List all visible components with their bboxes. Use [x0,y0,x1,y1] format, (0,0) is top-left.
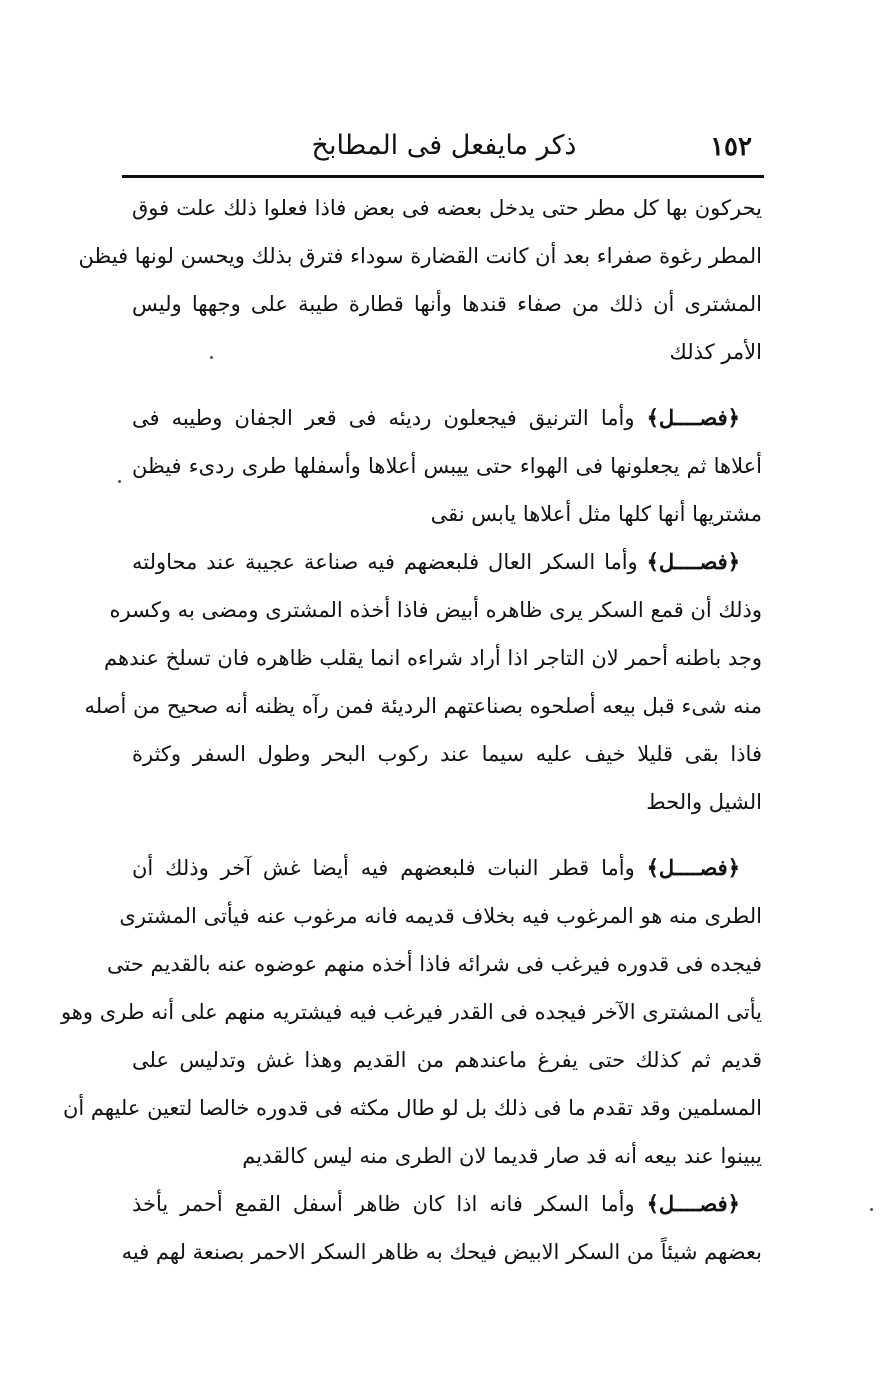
text-line: فاذا بقى قليلا خيف عليه سيما عند ركوب البحر وطول السفر وكثرة [132,742,762,766]
text-line: يحركون بها كل مطر حتى يدخل بعضه فى بعض فاذا فعلوا ذلك علت فوق [132,196,762,220]
text-span: وأما السكر العال فلبعضهم فيه صناعة عجيبة عند محاولته [132,550,638,574]
section-heading: ﴿فصــــل﴾ [646,405,740,430]
section-heading: ﴿فصــــل﴾ [646,855,740,880]
running-title: ذكر مايفعل فى المطابخ [311,130,577,161]
section-heading: ﴿فصــــل﴾ [646,549,740,574]
text-line: الأمر كذلك [669,340,762,364]
text-line: وجد باطنه أحمر لان التاجر اذا أراد شراءه انما يقلب ظاهره فان تسلخ عندهم [104,646,762,670]
text-line: مشتريها أنها كلها مثل أعلاها يابس نقى [430,502,762,526]
print-speck [118,480,121,483]
text-line: بعضهم شيئاً من السكر الابيض فيحك به ظاهر السكر الاحمر بصنعة لهم فيه [121,1240,762,1264]
text-line: المطر رغوة صفراء بعد أن كانت القضارة سوداء فترق بذلك ويحسن لونها فيظن [78,244,762,268]
text-span: وأما الترنيق فيجعلون رديئه فى قعر الجفان وطيبه فى [132,406,635,430]
page-body [60,184,762,1276]
section-first-line [132,538,762,586]
text-line: وذلك أن قمع السكر يرى ظاهره أبيض فاذا أخذه المشترى ومضى به وكسره [109,598,762,622]
text-span: وأما قطر النبات فلبعضهم فيه أيضا غش آخر وذلك أن [132,856,635,880]
text-line: أعلاها ثم يجعلونها فى الهواء حتى ييبس أعلاها وأسفلها طرى ردىء فيظن [132,454,762,478]
text-span: وأما السكر فانه اذا كان ظاهر أسفل القمع أحمر يأخذ [132,1192,635,1216]
text-line: الطرى منه هو المرغوب فيه بخلاف قديمه فانه مرغوب عنه فيأتى المشترى [119,904,762,928]
text-line: الشيل والحط [646,790,762,814]
text-line: المسلمين وقد تقدم ما فى ذلك بل لو طال مكثه فى قدوره خالصا لتعين عليهم أن [63,1096,762,1120]
section-heading: ﴿فصــــل﴾ [646,1191,740,1216]
print-speck [210,356,213,359]
print-speck [870,1208,873,1211]
text-line: قديم ثم كذلك حتى يفرغ ماعندهم من القديم وهذا غش وتدليس على [132,1048,762,1072]
text-line: يبينوا عند بيعه أنه قد صار قديما لان الطرى منه ليس كالقديم [242,1144,762,1168]
text-line: يأتى المشترى الآخر فيجده فى القدر فيرغب فيه فيشتريه منهم على أنه طرى وهو [60,1000,762,1024]
header-rule [122,175,764,178]
section-first-line [132,394,762,442]
section-first-line [132,844,762,892]
text-line: المشترى أن ذلك من صفاء قندها وأنها قطارة طيبة على وجهها وليس [132,292,762,316]
page-number: ١٥٢ [710,132,752,162]
text-line: فيجده فى قدوره فيرغب فى شرائه فاذا أخذه منهم عوضوه عنه بالقديم حتى [107,952,762,976]
page-header [128,128,760,174]
section-first-line [132,1180,762,1228]
text-line: منه شىء قبل بيعه أصلحوه بصناعتهم الرديئة فمن رآه يظنه أنه صحيح من أصله [84,694,762,718]
